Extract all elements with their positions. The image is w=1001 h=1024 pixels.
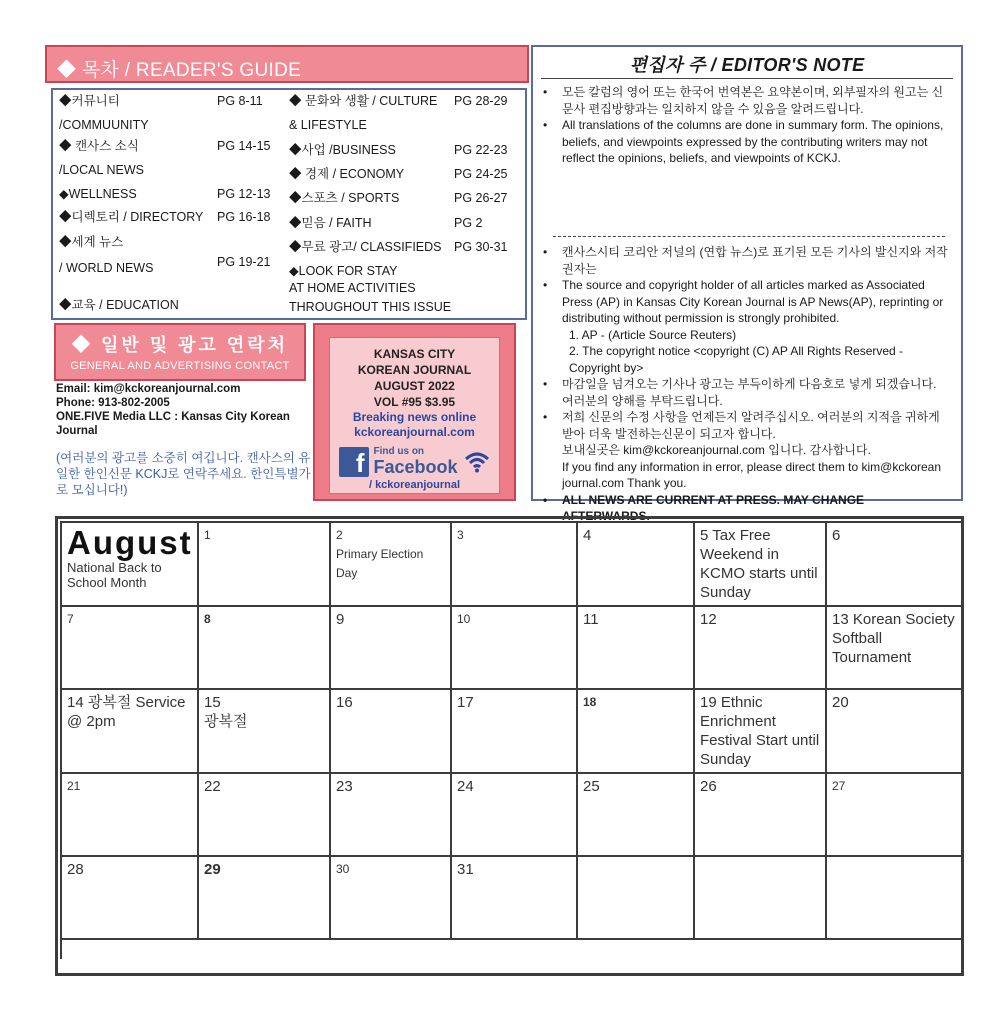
calendar-day-cell <box>577 606 694 689</box>
note-item: • All translations of the columns are done in summary form. The opinions, beliefs, and viewpoints expressed by the contributing writers may not reflect the opinions, beliefs, and viewpoints of KCKJ. <box>541 117 951 167</box>
editors-note-title: 편집자 주 / EDITOR'S NOTE <box>629 55 865 75</box>
calendar-day-text: 18 <box>583 695 597 709</box>
calendar-day-text: 20 <box>832 694 849 711</box>
calendar-day-cell <box>826 773 962 856</box>
calendar-footer-cell <box>61 939 962 959</box>
calendar-day-text: 30 <box>336 862 350 876</box>
guide-section-label[interactable]: ◆ 캔사스 소식 <box>59 139 139 153</box>
guide-page-number: PG 30-31 <box>454 240 508 254</box>
calendar-day-cell <box>577 522 694 606</box>
guide-section-label[interactable]: / WORLD NEWS <box>59 261 154 275</box>
calendar-day-text: 24 <box>457 778 474 795</box>
calendar-day-cell <box>451 689 577 773</box>
facebook-label: Facebook <box>373 457 458 477</box>
guide-page-number: PG 14-15 <box>217 139 271 153</box>
calendar-day-cell <box>330 689 451 773</box>
guide-section-label[interactable]: ◆스포츠 / SPORTS <box>289 191 400 205</box>
guide-section-label[interactable]: & LIFESTYLE <box>289 118 367 132</box>
calendar-day-text: 13 Korean Society Softball Tournament <box>832 611 955 666</box>
contact-note: (여러분의 광고를 소중히 여깁니다. 캔사스의 유일한 한인신문 KCKJ로 연락주세요. 한인특별가로 모십니다!) <box>56 451 311 497</box>
guide-section-label[interactable]: ◆ 경제 / ECONOMY <box>289 167 405 181</box>
note-subitem: 2. The copyright notice <copyright (C) AP All Rights Reserved - Copyright by> <box>569 344 904 375</box>
journal-website[interactable]: kckoreanjournal.com <box>354 425 475 439</box>
calendar-day-cell <box>694 773 826 856</box>
guide-section-label[interactable]: ◆사업 /BUSINESS <box>289 143 396 157</box>
guide-section-label[interactable]: ◆커뮤니티 <box>59 94 120 108</box>
guide-section-label[interactable]: ◆ 문화와 생활 / CULTURE <box>289 94 438 108</box>
calendar-week-row <box>61 689 962 773</box>
calendar-day-cell <box>694 856 826 939</box>
calendar-day-cell <box>198 856 330 939</box>
calendar-day-text: 14 광복절 Service @ 2pm <box>67 694 186 730</box>
calendar-day-text: 23 <box>336 778 353 795</box>
calendar-day-cell <box>451 606 577 689</box>
calendar-month-header <box>61 522 198 606</box>
calendar-day-text: 4 <box>583 527 592 544</box>
calendar-day-text: 31 <box>457 861 474 878</box>
journal-name-line1: KANSAS CITY <box>373 347 456 361</box>
calendar-day-text: 21 <box>67 779 81 793</box>
calendar-day-cell <box>826 856 962 939</box>
note-item: • The source and copyright holder of all articles marked as Associated Press (AP) in Kansas City Korean Journal is AP News(AP), reprinting or distributing without permission is strongly prohibited. <box>541 277 951 327</box>
calendar-day-text: 8 <box>204 612 211 626</box>
calendar-day-cell <box>451 522 577 606</box>
calendar-day-text: 5 Tax Free Weekend in KCMO starts until Sunday <box>700 527 818 601</box>
calendar-day-text: 26 <box>700 778 717 795</box>
calendar-day-text: 16 <box>336 694 353 711</box>
guide-page-number: PG 28-29 <box>454 94 508 108</box>
guide-section-label[interactable]: AT HOME ACTIVITIES <box>289 281 416 295</box>
guide-page-number: PG 2 <box>454 216 483 230</box>
calendar-grid <box>60 521 963 959</box>
calendar-day-cell <box>330 606 451 689</box>
contact-company: ONE.FIVE Media LLC : Kansas City Korean Journal <box>56 411 290 437</box>
guide-section-label[interactable]: ◆WELLNESS <box>59 187 137 201</box>
title-divider <box>541 78 953 79</box>
calendar-day-cell <box>198 773 330 856</box>
calendar-day-cell <box>61 689 198 773</box>
dashed-divider <box>553 236 945 237</box>
calendar-day-cell <box>61 606 198 689</box>
calendar-week-row <box>61 773 962 856</box>
guide-section-label[interactable]: /COMMUUNITY <box>59 118 149 132</box>
calendar-day-text: 29 <box>204 861 221 878</box>
journal-issue-date: AUGUST 2022 <box>374 379 455 393</box>
guide-page-number: PG 19-21 <box>217 255 271 269</box>
readers-guide-box <box>51 88 527 320</box>
guide-section-label[interactable]: THROUGHOUT THIS ISSUE <box>289 300 452 314</box>
guide-section-label[interactable]: ◆디렉토리 / DIRECTORY <box>59 210 204 224</box>
calendar-day-cell <box>826 522 962 606</box>
calendar-day-cell <box>61 856 198 939</box>
calendar-day-cell <box>198 606 330 689</box>
editors-note-list-top <box>541 84 951 167</box>
wifi-icon <box>464 451 490 473</box>
calendar-day-text: 27 <box>832 779 846 793</box>
calendar-day-text: 19 Ethnic Enrichment Festival Start until Sunday <box>700 694 820 768</box>
guide-section-label[interactable]: ◆무료 광고/ CLASSIFIEDS <box>289 240 442 254</box>
guide-section-label[interactable]: ◆세계 뉴스 <box>59 235 124 249</box>
guide-page-number: PG 16-18 <box>217 210 271 224</box>
contact-phone: Phone: 913-802-2005 <box>56 397 170 409</box>
journal-breaking-news: Breaking news online <box>352 410 477 424</box>
note-item-continued: If you find any information in error, please direct them to kim@kckorean journal.com Thank you. <box>562 459 942 490</box>
calendar-day-text: 15 광복절 <box>204 694 248 730</box>
month-name: August <box>67 524 193 561</box>
contact-title-english: GENERAL AND ADVERTISING CONTACT <box>70 360 290 372</box>
calendar-day-text: 7 <box>67 612 74 626</box>
note-subitem: 1. AP - (Article Source Reuters) <box>569 327 737 342</box>
guide-page-number: PG 26-27 <box>454 191 508 205</box>
calendar-day-text: 3 <box>457 528 464 542</box>
calendar-day-cell <box>330 856 451 939</box>
facebook-handle[interactable]: / kckoreanjournal <box>368 479 461 491</box>
calendar-day-cell <box>577 856 694 939</box>
guide-page-number: PG 24-25 <box>454 167 508 181</box>
calendar-day-text: 1 <box>204 528 211 542</box>
guide-page-number: PG 12-13 <box>217 187 271 201</box>
calendar-footer-row <box>61 939 962 959</box>
calendar-week-row <box>61 606 962 689</box>
calendar-day-cell <box>451 773 577 856</box>
calendar-day-text: 10 <box>457 612 471 626</box>
contact-info <box>56 382 311 438</box>
note-item: • 마감일을 넘겨오는 기사나 광고는 부득이하게 다음호로 넣게 되겠습니다. <box>541 376 951 393</box>
guide-page-number: PG 8-11 <box>217 94 263 108</box>
editors-note-list-bottom <box>541 244 951 525</box>
journal-name-line2: KOREAN JOURNAL <box>357 363 472 377</box>
note-item: • 저희 신문의 수정 사항을 언제든지 알려주십시오. 여러분의 지적을 귀하게 받아 더욱 발전하는신문이 되고자 합니다. <box>541 409 951 442</box>
note-item-continued: 여러분의 양해를 부탁드립니다. <box>562 393 723 408</box>
calendar-day-text: 28 <box>67 861 84 878</box>
calendar-day-cell <box>826 606 962 689</box>
guide-section-label[interactable]: ◆교육 / EDUCATION <box>59 298 179 312</box>
calendar-day-cell <box>694 689 826 773</box>
calendar-day-cell <box>826 689 962 773</box>
calendar-week-row <box>61 856 962 939</box>
calendar-day-cell <box>198 689 330 773</box>
guide-section-label[interactable]: ◆믿음 / FAITH <box>289 216 372 230</box>
guide-page-number: PG 22-23 <box>454 143 508 157</box>
journal-volume-price: VOL #95 $3.95 <box>373 395 456 409</box>
calendar-week-row <box>61 522 962 606</box>
note-item-press: • ALL NEWS ARE CURRENT AT PRESS. MAY CHANGE AFTERWARDS. <box>541 492 951 525</box>
calendar-day-cell <box>577 773 694 856</box>
august-calendar <box>55 516 964 976</box>
calendar-day-cell <box>61 773 198 856</box>
calendar-day-text: 22 <box>204 778 221 795</box>
find-us-label: Find us on <box>373 446 425 457</box>
note-item-continued: 보내실곳은 kim@kckoreanjournal.com 입니다. 감사합니다. <box>562 443 871 457</box>
calendar-day-text: 25 <box>583 778 600 795</box>
editors-note-box <box>531 45 963 523</box>
contact-title-korean: ◆ 일반 및 광고 연락처 <box>71 335 289 355</box>
contact-email[interactable]: Email: kim@kckoreanjournal.com <box>56 383 241 395</box>
calendar-day-cell <box>451 856 577 939</box>
note-item: • 모든 칼럼의 영어 또는 한국어 번역본은 요약본이며, 외부필자의 원고는 신문사 편집방향과는 일치하지 않을 수 있음을 알려드립니다. <box>541 84 951 117</box>
calendar-day-text: 11 <box>583 611 599 628</box>
contact-header <box>54 323 306 381</box>
readers-guide-title: ◆ 목차 / READER'S GUIDE <box>45 45 529 83</box>
calendar-day-cell <box>577 689 694 773</box>
guide-section-label[interactable]: ◆LOOK FOR STAY <box>289 264 398 278</box>
calendar-day-cell <box>330 773 451 856</box>
note-item: • 캔사스시티 코리안 저널의 (연합 뉴스)로 표기된 모든 기사의 발신지와 저작권자는 <box>541 244 951 277</box>
calendar-day-cell <box>694 522 826 606</box>
calendar-day-text: 17 <box>457 694 474 711</box>
facebook-row[interactable] <box>330 446 499 477</box>
journal-info-inner <box>329 337 500 494</box>
calendar-day-text: 9 <box>336 611 345 628</box>
calendar-day-cell <box>694 606 826 689</box>
calendar-day-cell <box>330 522 451 606</box>
calendar-day-text: 6 <box>832 527 841 544</box>
facebook-logo-icon: f <box>339 447 369 477</box>
calendar-day-text: 2 Primary Election Day <box>336 528 424 580</box>
journal-info-box <box>313 323 516 501</box>
guide-section-label[interactable]: /LOCAL NEWS <box>59 163 144 177</box>
facebook-text <box>373 446 457 477</box>
calendar-day-cell <box>198 522 330 606</box>
month-subtitle: National Back to School Month <box>67 560 162 590</box>
calendar-day-text: 12 <box>700 611 717 628</box>
